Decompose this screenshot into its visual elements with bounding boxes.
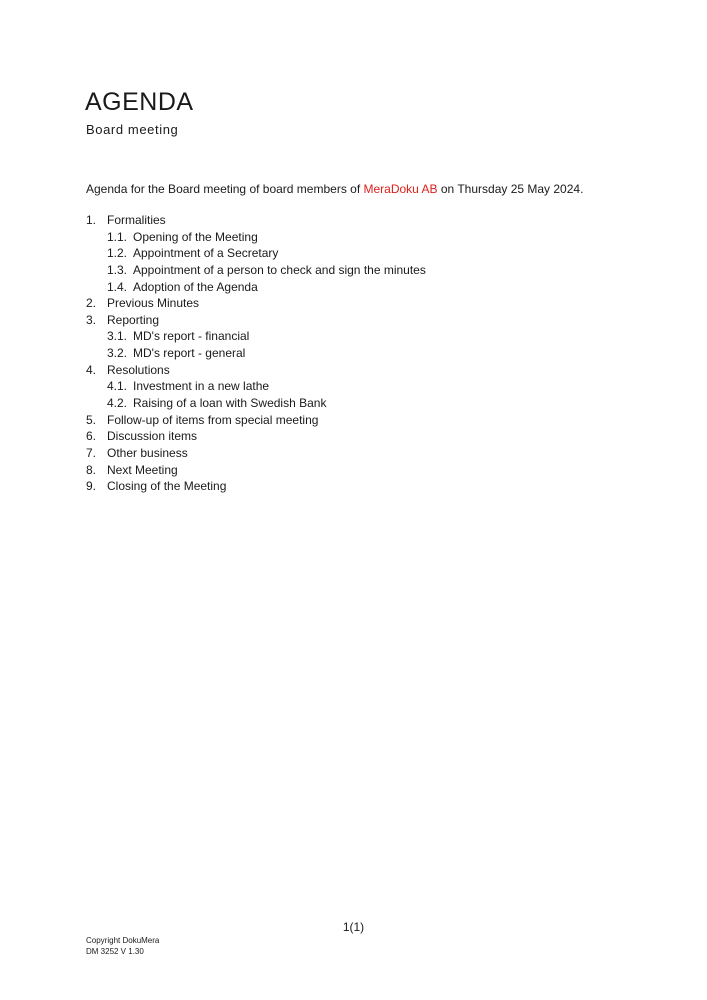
- agenda-item-text: MD's report - general: [133, 346, 246, 361]
- agenda-item-number: 1.2.: [107, 246, 128, 261]
- agenda-subitem: [86, 345, 426, 362]
- agenda-item-text: Resolutions: [107, 362, 170, 377]
- intro-prefix: Agenda for the Board meeting of board members of: [86, 182, 364, 196]
- agenda-item-text: Reporting: [107, 312, 160, 327]
- agenda-item-text: Appointment of a person to check and sign the minutes: [133, 262, 426, 277]
- agenda-item: [86, 478, 426, 495]
- agenda-list: [86, 212, 426, 495]
- agenda-item-text: Discussion items: [107, 429, 198, 444]
- agenda-subitem: [86, 262, 426, 279]
- agenda-item-text: Follow-up of items from special meeting: [107, 412, 319, 427]
- agenda-item-number: 1.3.: [107, 262, 128, 277]
- agenda-item-text: Other business: [107, 445, 188, 460]
- agenda-item: [86, 362, 426, 379]
- agenda-item-text: Investment in a new lathe: [133, 379, 270, 394]
- agenda-item: [86, 412, 426, 429]
- agenda-subitem: [86, 328, 426, 345]
- agenda-item-number: 3.1.: [107, 329, 128, 344]
- agenda-item-number: 8.: [86, 462, 97, 477]
- intro-paragraph: [86, 182, 583, 196]
- agenda-item: [86, 462, 426, 479]
- agenda-item-text: Closing of the Meeting: [107, 479, 227, 494]
- agenda-subitem: [86, 395, 426, 412]
- agenda-item-text: Opening of the Meeting: [133, 229, 258, 244]
- document-subtitle: Board meeting: [86, 122, 179, 137]
- agenda-item-number: 9.: [86, 479, 97, 494]
- agenda-item-text: Adoption of the Agenda: [133, 279, 258, 294]
- footer: [86, 936, 159, 957]
- agenda-item-number: 1.1.: [107, 229, 128, 244]
- agenda-item-text: Previous Minutes: [107, 296, 200, 311]
- agenda-item: [86, 212, 426, 229]
- agenda-item-number: 4.2.: [107, 396, 128, 411]
- agenda-subitem: [86, 378, 426, 395]
- agenda-item-number: 7.: [86, 445, 97, 460]
- agenda-item-text: Raising of a loan with Swedish Bank: [133, 396, 327, 411]
- agenda-item: [86, 445, 426, 462]
- document-id: DM 3252 V 1.30: [86, 946, 144, 956]
- agenda-item-number: 5.: [86, 412, 97, 427]
- company-name: MeraDoku AB: [363, 182, 438, 196]
- agenda-subitem: [86, 245, 426, 262]
- agenda-item-number: 4.: [86, 362, 97, 377]
- agenda-item-text: Formalities: [107, 213, 166, 227]
- agenda-item-number: 3.2.: [107, 346, 128, 361]
- agenda-item: [86, 428, 426, 445]
- agenda-item-text: MD's report - financial: [133, 329, 250, 344]
- copyright-text: Copyright DokuMera: [86, 936, 160, 945]
- intro-suffix: on Thursday 25 May 2024.: [437, 182, 584, 196]
- agenda-item-text: Next Meeting: [107, 462, 178, 477]
- agenda-item-text: Appointment of a Secretary: [133, 246, 279, 261]
- page-number: 1(1): [342, 920, 365, 934]
- agenda-item-number: 3.: [86, 312, 97, 327]
- agenda-item-number: 4.1.: [107, 379, 128, 394]
- agenda-item: [86, 312, 426, 329]
- agenda-item-number: 1.: [86, 213, 97, 227]
- agenda-item: [86, 295, 426, 312]
- agenda-item-number: 6.: [86, 429, 97, 444]
- document-title: AGENDA: [85, 88, 194, 116]
- agenda-item-number: 1.4.: [107, 279, 128, 294]
- agenda-item-number: 2.: [86, 296, 97, 311]
- agenda-subitem: [86, 229, 426, 246]
- agenda-subitem: [86, 279, 426, 296]
